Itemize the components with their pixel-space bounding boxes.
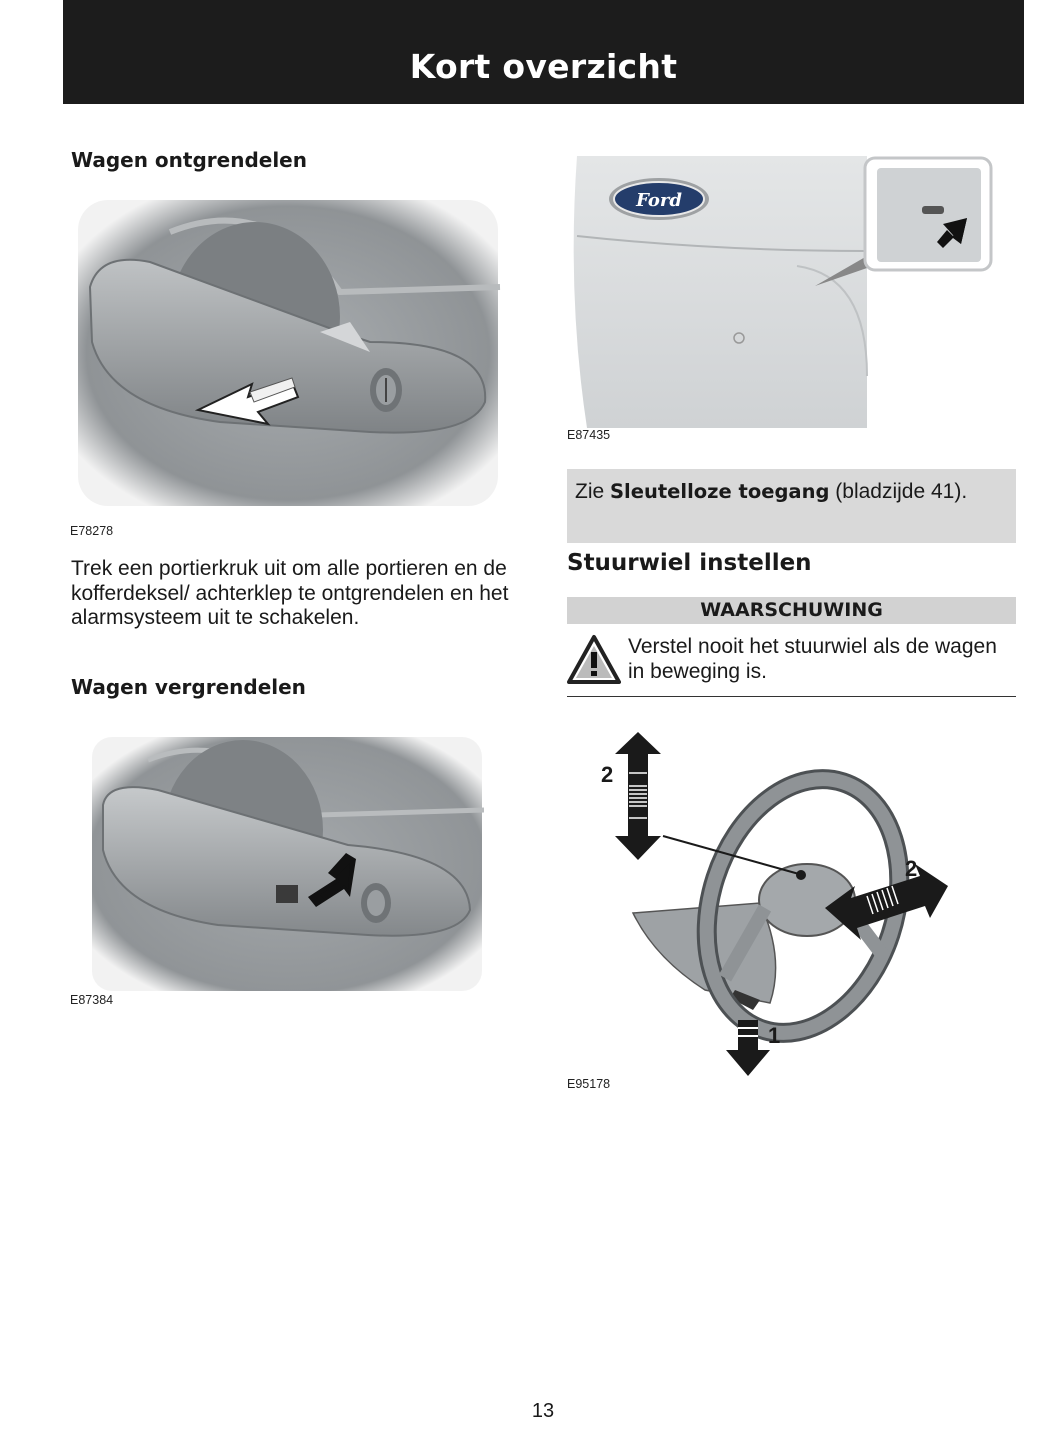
tailgate-figure-code: E87435 (567, 428, 611, 442)
note-suffix: (bladzijde 41). (829, 480, 968, 503)
warning-text: Verstel nooit het stuurwiel als de wagen in beweging is. (628, 635, 997, 683)
page-number: 13 (531, 1400, 555, 1422)
tailgate-illustration (567, 156, 995, 428)
steering-heading: Stuurwiel instellen (567, 550, 812, 576)
lock-figure-code: E87384 (70, 993, 114, 1007)
ford-logo-text: Ford (636, 190, 682, 211)
page-header (63, 0, 1024, 104)
warning-title: WAARSCHUWING (567, 597, 1016, 624)
lock-heading: Wagen vergrendelen (71, 675, 306, 699)
info-note (567, 469, 1016, 543)
unlock-instructions: Trek een portierkruk uit om alle portieren en de kofferdeksel/ achterklep te ontgrendelen en het alarmsysteem uit te schakelen. (71, 557, 509, 629)
door-handle-lock-illustration (88, 735, 484, 993)
steering-figure-code: E95178 (567, 1077, 611, 1091)
warning-triangle-icon (567, 634, 621, 686)
label-release-lever: 1 (768, 1023, 781, 1048)
unlock-figure-code: E78278 (70, 524, 114, 538)
note-link[interactable]: Sleutelloze toegang (610, 480, 830, 503)
note-prefix: Zie (575, 480, 611, 503)
unlock-heading: Wagen ontgrendelen (71, 148, 307, 172)
door-handle-unlock-illustration (70, 192, 504, 512)
label-vertical-adjust: 2 (601, 762, 614, 787)
steering-wheel-illustration (585, 728, 965, 1080)
label-horizontal-adjust: 2 (905, 856, 918, 881)
page-title: Kort overzicht (409, 47, 678, 86)
warning-box (567, 626, 1016, 697)
